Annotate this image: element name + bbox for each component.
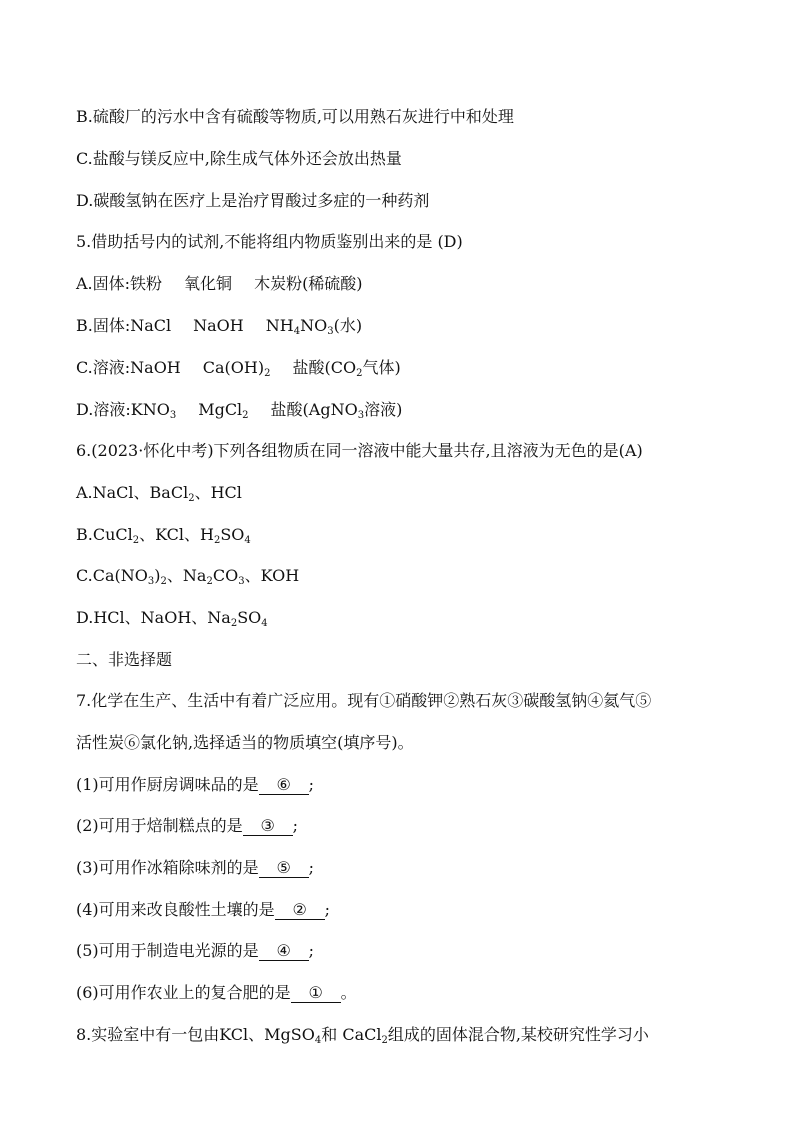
punctuation: ; <box>292 816 299 835</box>
q8-text2: 和 CaCl <box>321 1025 382 1044</box>
q5-a-part3: 木炭粉(稀硫酸) <box>254 274 363 293</box>
subscript: 3 <box>169 410 177 421</box>
subscript: 4 <box>244 535 251 546</box>
section-heading: 二、非选择题 <box>76 650 173 669</box>
q6-b-text2: 、KCl、H <box>139 525 214 544</box>
punctuation: ; <box>308 775 315 794</box>
subscript: 2 <box>356 368 363 379</box>
q7-item-prompt: (5)可用于制造电光源的是 <box>76 941 259 960</box>
subscript: 3 <box>357 410 365 421</box>
q7-item-5 <box>76 940 736 962</box>
punctuation: 。 <box>340 983 357 1002</box>
punctuation: ; <box>324 900 331 919</box>
q5-c-part2: Ca(OH) <box>202 358 265 377</box>
q6-a-text: A.NaCl、BaCl <box>76 483 189 502</box>
subscript: 3 <box>327 326 334 337</box>
q7-item-1 <box>76 774 736 796</box>
q5-b-part3: NH <box>265 316 294 335</box>
q4-option-b: B.硫酸厂的污水中含有硫酸等物质,可以用熟石灰进行中和处理 <box>76 107 514 126</box>
subscript: 2 <box>160 576 167 587</box>
q7-item-prompt: (1)可用作厨房调味品的是 <box>76 775 259 794</box>
q6-c-text: C.Ca(NO <box>76 566 148 585</box>
q5-d-part3: 盐酸(AgNO <box>270 400 358 419</box>
subscript: 3 <box>238 576 245 587</box>
subscript: 4 <box>293 326 301 337</box>
q7-item-3 <box>76 857 736 879</box>
q6-c-text2: ) <box>154 566 161 585</box>
q6-b-text: B.CuCl <box>76 525 133 544</box>
q6-d-text: D.HCl、NaOH、Na <box>76 608 231 627</box>
punctuation: ; <box>308 858 315 877</box>
subscript: 2 <box>132 535 140 546</box>
q6-d-text2: SO <box>237 608 262 627</box>
subscript: 2 <box>230 618 238 629</box>
q5-b-part3c: (水) <box>333 316 363 335</box>
q5-b-part2: NaOH <box>193 316 244 335</box>
subscript: 4 <box>314 1035 322 1046</box>
answer-blank: ⑥ <box>259 776 309 795</box>
q7-item-prompt: (6)可用作农业上的复合肥的是 <box>76 983 291 1002</box>
q5-c-part3b: 气体) <box>362 358 401 377</box>
q6-option-b <box>76 524 736 546</box>
q5-b-part3b: NO <box>300 316 328 335</box>
answer-blank: ⑤ <box>259 859 309 878</box>
answer-blank: ② <box>275 901 325 920</box>
q6-option-c <box>76 565 736 587</box>
q5-option-d <box>76 399 736 421</box>
q6-option-d <box>76 607 736 629</box>
subscript: 2 <box>381 1035 388 1046</box>
q4-option-c: C.盐酸与镁反应中,除生成气体外还会放出热量 <box>76 149 402 168</box>
q5-b-part1: B.固体:NaCl <box>76 316 172 335</box>
q8-stem <box>76 1024 736 1046</box>
q6-c-text5: 、KOH <box>244 566 300 585</box>
subscript: 2 <box>206 576 213 587</box>
q7-stem-line1: 7.化学在生产、生活中有着广泛应用。现有①硝酸钾②熟石灰③碳酸氢钠④氦气⑤ <box>76 691 652 710</box>
subscript: 2 <box>242 410 249 421</box>
q5-d-part1: D.溶液:KNO <box>76 400 170 419</box>
q7-stem-line2: 活性炭⑥氯化钠,选择适当的物质填空(填序号)。 <box>76 733 414 752</box>
answer-blank: ③ <box>243 817 293 836</box>
q7-item-prompt: (3)可用作冰箱除味剂的是 <box>76 858 259 877</box>
q5-d-part3b: 溶液) <box>364 400 403 419</box>
q6-c-text3: 、Na <box>166 566 207 585</box>
q7-item-6 <box>76 982 736 1004</box>
q5-option-c <box>76 357 736 379</box>
q6-c-text4: CO <box>212 566 239 585</box>
subscript: 3 <box>147 576 155 587</box>
punctuation: ; <box>308 941 315 960</box>
subscript: 4 <box>261 618 268 629</box>
q6-b-text3: SO <box>220 525 245 544</box>
subscript: 2 <box>264 368 271 379</box>
q5-stem: 5.借助括号内的试剂,不能将组内物质鉴别出来的是 (D) <box>76 232 463 251</box>
subscript: 2 <box>188 493 195 504</box>
q7-item-2 <box>76 815 736 837</box>
q5-c-part1: C.溶液:NaOH <box>76 358 181 377</box>
answer-blank: ④ <box>259 942 309 961</box>
q5-option-a <box>76 273 736 295</box>
q6-a-text2: 、HCl <box>194 483 242 502</box>
q5-c-part3: 盐酸(CO <box>292 358 357 377</box>
q7-item-prompt: (2)可用于焙制糕点的是 <box>76 816 243 835</box>
q7-item-4 <box>76 899 736 921</box>
q5-a-part1: A.固体:铁粉 <box>76 274 163 293</box>
q5-a-part2: 氧化铜 <box>184 274 233 293</box>
q8-text3: 组成的固体混合物,某校研究性学习小 <box>387 1025 649 1044</box>
q6-option-a <box>76 482 736 504</box>
subscript: 2 <box>213 535 221 546</box>
q4-option-d: D.碳酸氢钠在医疗上是治疗胃酸过多症的一种药剂 <box>76 191 430 210</box>
answer-blank: ① <box>291 984 341 1003</box>
q6-stem: 6.(2023·怀化中考)下列各组物质在同一溶液中能大量共存,且溶液为无色的是(A) <box>76 441 643 460</box>
q5-option-b <box>76 315 736 337</box>
q5-d-part2: MgCl <box>198 400 243 419</box>
q8-text: 8.实验室中有一包由KCl、MgSO <box>76 1025 315 1044</box>
q7-item-prompt: (4)可用来改良酸性土壤的是 <box>76 900 275 919</box>
